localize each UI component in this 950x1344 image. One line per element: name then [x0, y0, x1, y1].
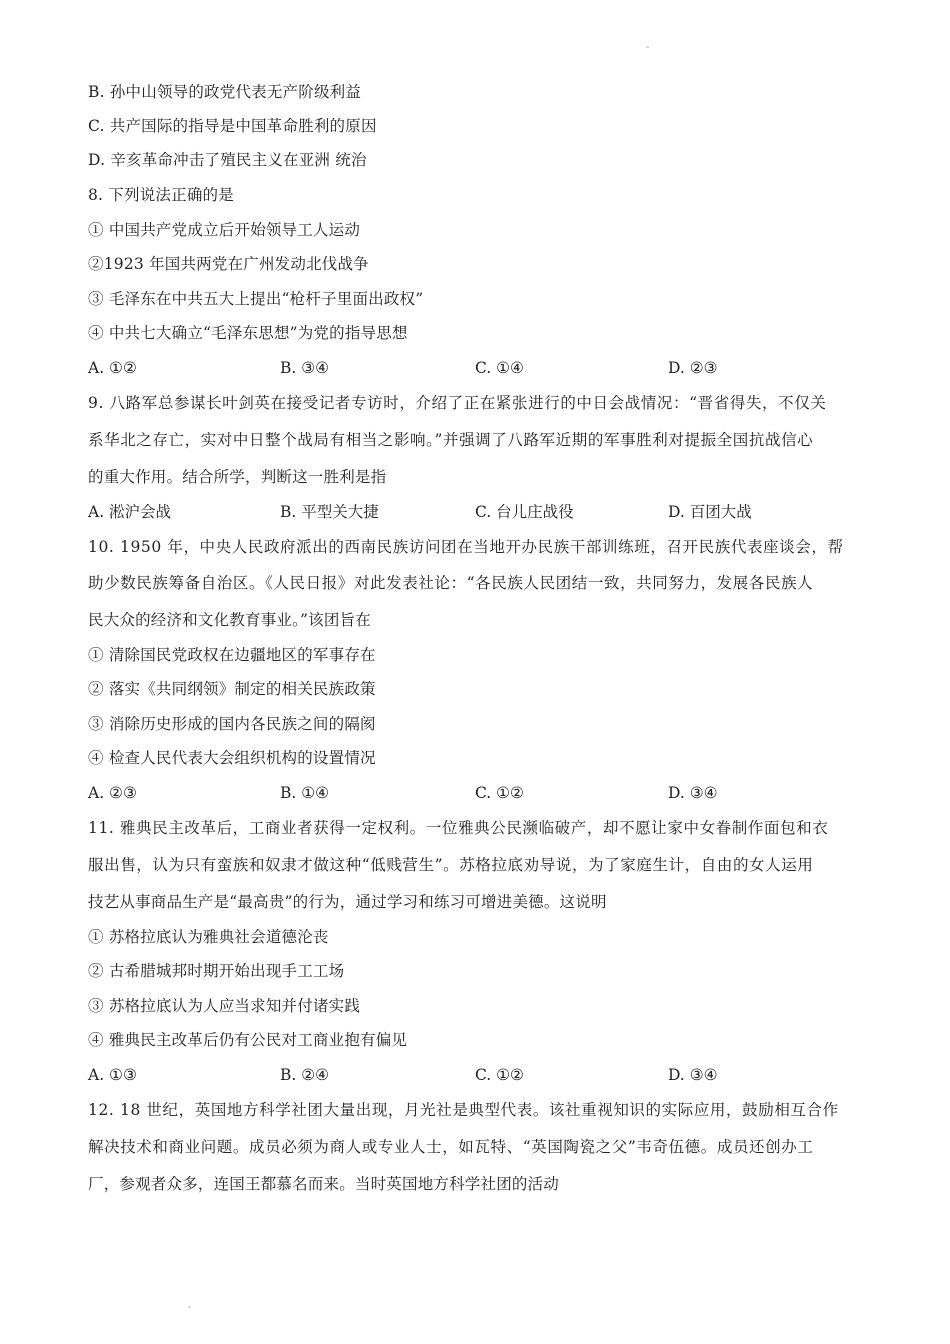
q10-stem-line-3: 民大众的经济和文化教育事业。”该团旨在 — [88, 611, 371, 629]
q11-option-b: B. ②④ — [280, 1066, 330, 1084]
q12-stem-line-1: 12. 18 世纪，英国地方科学社团大量出现，月光社是典型代表。该社重视知识的实际应用，鼓励相互合作 — [88, 1101, 839, 1119]
q7-option-d: D. 辛亥革命冲击了殖民主义在亚洲 统治 — [88, 151, 367, 169]
q9-stem-line-3: 的重大作用。结合所学，判断这一胜利是指 — [88, 468, 387, 486]
q10-statement-4: ④ 检查人民代表大会组织机构的设置情况 — [88, 749, 376, 767]
q10-statement-2: ② 落实《共同纲领》制定的相关民族政策 — [88, 680, 376, 698]
q11-option-a: A. ①③ — [88, 1066, 137, 1084]
q9-option-d: D. 百团大战 — [668, 503, 752, 521]
q11-option-c: C. ①② — [475, 1066, 524, 1084]
q8-stem: 8. 下列说法正确的是 — [88, 186, 234, 204]
scan-speck-bottom — [188, 1306, 191, 1308]
q8-statement-2: ②1923 年国共两党在广州发动北伐战争 — [88, 255, 369, 273]
q11-statement-3: ③ 苏格拉底认为人应当求知并付诸实践 — [88, 997, 361, 1015]
q11-option-d: D. ③④ — [668, 1066, 718, 1084]
q9-option-b: B. 平型关大捷 — [280, 503, 379, 521]
q8-statement-1: ① 中国共产党成立后开始领导工人运动 — [88, 221, 361, 239]
q9-stem-line-2: 系华北之存亡，实对中日整个战局有相当之影响。”并强调了八路军近期的军事胜利对提振全国抗战信心 — [88, 431, 814, 449]
q10-option-c: C. ①② — [475, 784, 524, 802]
q9-option-a: A. 淞沪会战 — [88, 503, 172, 521]
q12-stem-line-3: 厂，参观者众多，连国王都慕名而来。当时英国地方科学社团的活动 — [88, 1175, 560, 1193]
q10-statement-1: ① 清除国民党政权在边疆地区的军事存在 — [88, 646, 376, 664]
q8-option-a: A. ①② — [88, 359, 137, 377]
q8-statement-4: ④ 中共七大确立“毛泽东思想”为党的指导思想 — [88, 324, 408, 342]
q10-stem-line-1: 10. 1950 年，中央人民政府派出的西南民族访问团在当地开办民族干部训练班，召开民族代表座谈会，帮 — [88, 538, 844, 556]
q8-option-c: C. ①④ — [475, 359, 524, 377]
q7-option-c: C. 共产国际的指导是中国革命胜利的原因 — [88, 117, 377, 135]
q11-statement-4: ④ 雅典民主改革后仍有公民对工商业抱有偏见 — [88, 1031, 408, 1049]
q11-stem-line-3: 技艺从事商品生产是“最高贵”的行为，通过学习和练习可增进美德。这说明 — [88, 893, 607, 911]
scan-speck-top — [646, 46, 649, 48]
q7-option-b: B. 孙中山领导的政党代表无产阶级利益 — [88, 83, 362, 101]
q10-option-b: B. ①④ — [280, 784, 330, 802]
q9-option-c: C. 台儿庄战役 — [475, 503, 574, 521]
q10-statement-3: ③ 消除历史形成的国内各民族之间的隔阂 — [88, 715, 376, 733]
q11-statement-1: ① 苏格拉底认为雅典社会道德沦丧 — [88, 928, 329, 946]
q9-stem-line-1: 9. 八路军总参谋长叶剑英在接受记者专访时，介绍了正在紧张进行的中日会战情况：“晋省得失，不仅关 — [88, 394, 827, 412]
q8-option-d: D. ②③ — [668, 359, 718, 377]
q8-option-b: B. ③④ — [280, 359, 330, 377]
q10-stem-line-2: 助少数民族筹备自治区。《人民日报》对此发表社论：“各民族人民团结一致，共同努力，发展各民族人 — [88, 574, 814, 592]
q12-stem-line-2: 解决技术和商业问题。成员必须为商人或专业人士，如瓦特、“英国陶瓷之父”韦奇伍德。成员还创办工 — [88, 1138, 814, 1156]
q11-statement-2: ② 古希腊城邦时期开始出现手工工场 — [88, 962, 345, 980]
q10-option-a: A. ②③ — [88, 784, 137, 802]
q11-stem-line-2: 服出售，认为只有蛮族和奴隶才做这种“低贱营生”。苏格拉底劝导说，为了家庭生计，自由的女人运用 — [88, 856, 814, 874]
q8-statement-3: ③ 毛泽东在中共五大上提出“枪杆子里面出政权” — [88, 290, 424, 308]
q10-option-d: D. ③④ — [668, 784, 718, 802]
q11-stem-line-1: 11. 雅典民主改革后，工商业者获得一定权利。一位雅典公民濒临破产，却不愿让家中女眷制作面包和衣 — [88, 819, 829, 837]
